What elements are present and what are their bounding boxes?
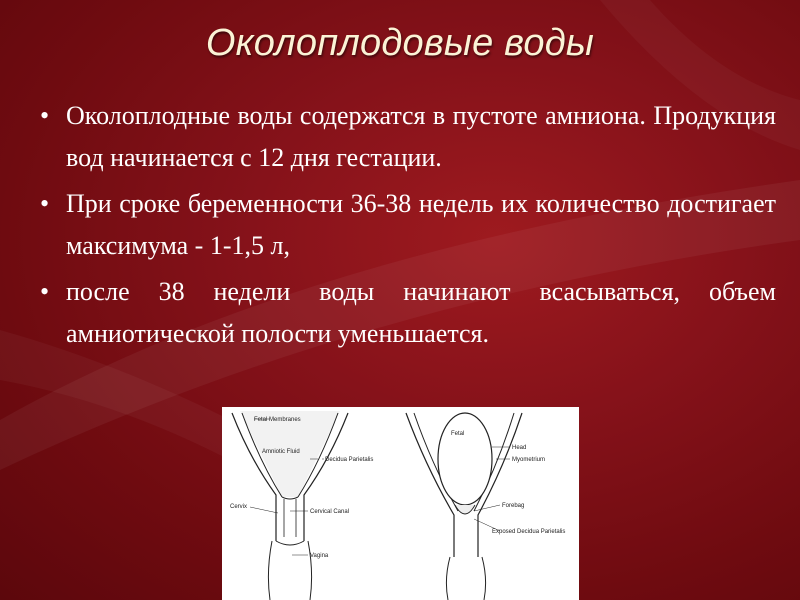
label-vagina: Vagina: [310, 553, 329, 559]
bullet-list: [38, 95, 776, 359]
label-cervical-canal: Cervical Canal: [310, 509, 350, 515]
label-fetal: Fetal: [451, 431, 465, 437]
label-decidua-parietalis: Decidua Parietalis: [325, 457, 374, 463]
label-amniotic-fluid: Amniotic Fluid: [262, 449, 300, 455]
bullet-item: • после 38 недели воды начинают всасываться, объем амниотической полости уменьшается.: [38, 271, 776, 355]
bullet-item: • При сроке беременности 36-38 недель их количество достигает максимума - 1-1,5 л,: [38, 183, 776, 267]
slide-title: Околоплодовые воды: [205, 22, 595, 64]
anatomy-diagram: [222, 407, 579, 600]
label-myometrium: Myometrium: [512, 457, 546, 463]
label-forebag: Forebag: [502, 503, 525, 509]
label-head: Head: [512, 445, 527, 451]
label-exposed-decidua: Exposed Decidua Parietalis: [492, 529, 566, 535]
right-diagram: [406, 413, 565, 600]
label-fetal-membranes: Fetal Membranes: [254, 417, 301, 423]
label-cervix: Cervix: [230, 504, 248, 510]
anatomy-figure: [222, 407, 579, 600]
bullet-item: • Околоплодные воды содержатся в пустоте амниона. Продукция вод начинается с 12 дня гестации.: [38, 95, 776, 179]
left-diagram: [230, 411, 373, 600]
